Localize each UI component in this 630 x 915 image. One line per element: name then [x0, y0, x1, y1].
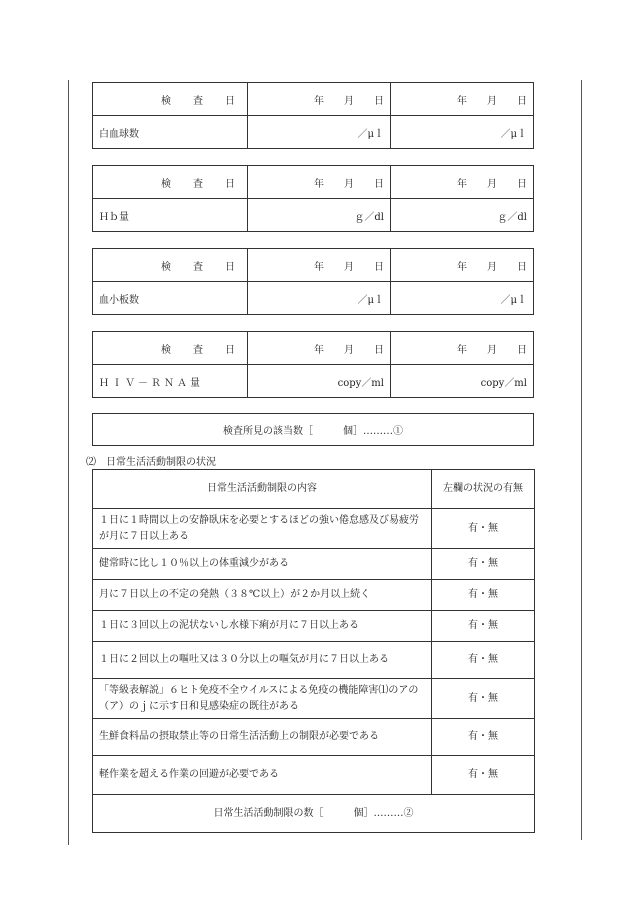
exam-date-label: 検 査 日	[93, 166, 248, 199]
restriction-text: 生鮮食料品の摂取禁止等の日常生活活動上の制限が必要である	[93, 719, 432, 756]
exam-date-1[interactable]: 年 月 日	[248, 249, 391, 282]
header-status: 左欄の状況の有無	[432, 470, 535, 509]
item-label: ＨＩＶ－ＲＮＡ量	[93, 365, 248, 398]
table-row	[93, 549, 535, 580]
exam-date-1[interactable]: 年 月 日	[248, 332, 391, 365]
table-row	[93, 642, 535, 679]
restriction-text: １日に２回以上の嘔吐又は３０分以上の嘔気が月に７日以上ある	[93, 642, 432, 679]
header-content: 日常生活活動制限の内容	[93, 470, 432, 509]
yes-no-choice[interactable]: 有・無	[432, 642, 535, 679]
value-2[interactable]: ｇ／dl	[391, 199, 534, 232]
yes-no-choice[interactable]: 有・無	[432, 719, 535, 756]
wbc-table	[92, 82, 534, 149]
value-2[interactable]: ／μｌ	[391, 282, 534, 315]
section-title: ⑵ 日常生活活動制限の状況	[86, 457, 216, 468]
exam-date-2[interactable]: 年 月 日	[391, 166, 534, 199]
exam-date-2[interactable]: 年 月 日	[391, 332, 534, 365]
exam-date-label: 検 査 日	[93, 332, 248, 365]
exam-date-label: 検 査 日	[93, 249, 248, 282]
table-row	[93, 611, 535, 642]
yes-no-choice[interactable]: 有・無	[432, 756, 535, 795]
exam-date-label: 検 査 日	[93, 83, 248, 116]
hb-table	[92, 165, 534, 232]
findings-count-text: 検査所見の該当数［ 個］………①	[223, 426, 403, 437]
value-1[interactable]: ｇ／dl	[248, 199, 391, 232]
restriction-text: 軽作業を超える作業の回避が必要である	[93, 756, 432, 795]
restriction-text: 月に７日以上の不定の発熱（３８℃以上）が２か月以上続く	[93, 580, 432, 611]
value-1[interactable]: copy／ml	[248, 365, 391, 398]
restriction-count-text: 日常生活活動制限の数［ 個］………②	[93, 795, 535, 833]
table-row	[93, 580, 535, 611]
restriction-text: １日に３回以上の泥状ないし水様下痢が月に７日以上ある	[93, 611, 432, 642]
table-row	[93, 719, 535, 756]
findings-count-box	[92, 413, 534, 446]
value-1[interactable]: ／μｌ	[248, 116, 391, 149]
yes-no-choice[interactable]: 有・無	[432, 509, 535, 549]
item-label: 血小板数	[93, 282, 248, 315]
restriction-text: １日に１時間以上の安静臥床を必要とするほどの強い倦怠感及び易疲労が月に７日以上ある	[93, 509, 432, 549]
restriction-text: 健常時に比し１０％以上の体重減少がある	[93, 549, 432, 580]
activity-restriction-table	[92, 469, 535, 833]
value-2[interactable]: copy／ml	[391, 365, 534, 398]
yes-no-choice[interactable]: 有・無	[432, 611, 535, 642]
table-row	[93, 679, 535, 719]
yes-no-choice[interactable]: 有・無	[432, 549, 535, 580]
exam-date-1[interactable]: 年 月 日	[248, 166, 391, 199]
platelet-table	[92, 248, 534, 315]
value-1[interactable]: ／μｌ	[248, 282, 391, 315]
exam-date-2[interactable]: 年 月 日	[391, 83, 534, 116]
item-label: 白血球数	[93, 116, 248, 149]
table-row	[93, 509, 535, 549]
yes-no-choice[interactable]: 有・無	[432, 679, 535, 719]
exam-date-2[interactable]: 年 月 日	[391, 249, 534, 282]
left-margin-line	[68, 80, 69, 845]
right-margin-line	[581, 80, 582, 840]
table-row	[93, 756, 535, 795]
value-2[interactable]: ／μｌ	[391, 116, 534, 149]
hiv-rna-table	[92, 331, 534, 398]
yes-no-choice[interactable]: 有・無	[432, 580, 535, 611]
table-row	[93, 795, 535, 833]
restriction-text: 「等級表解説」６ヒト免疫不全ウイルスによる免疫の機能障害⑴のアの（ア）のｊに示す日和見感染症の既往がある	[93, 679, 432, 719]
exam-date-1[interactable]: 年 月 日	[248, 83, 391, 116]
item-label: Ｈｂ量	[93, 199, 248, 232]
